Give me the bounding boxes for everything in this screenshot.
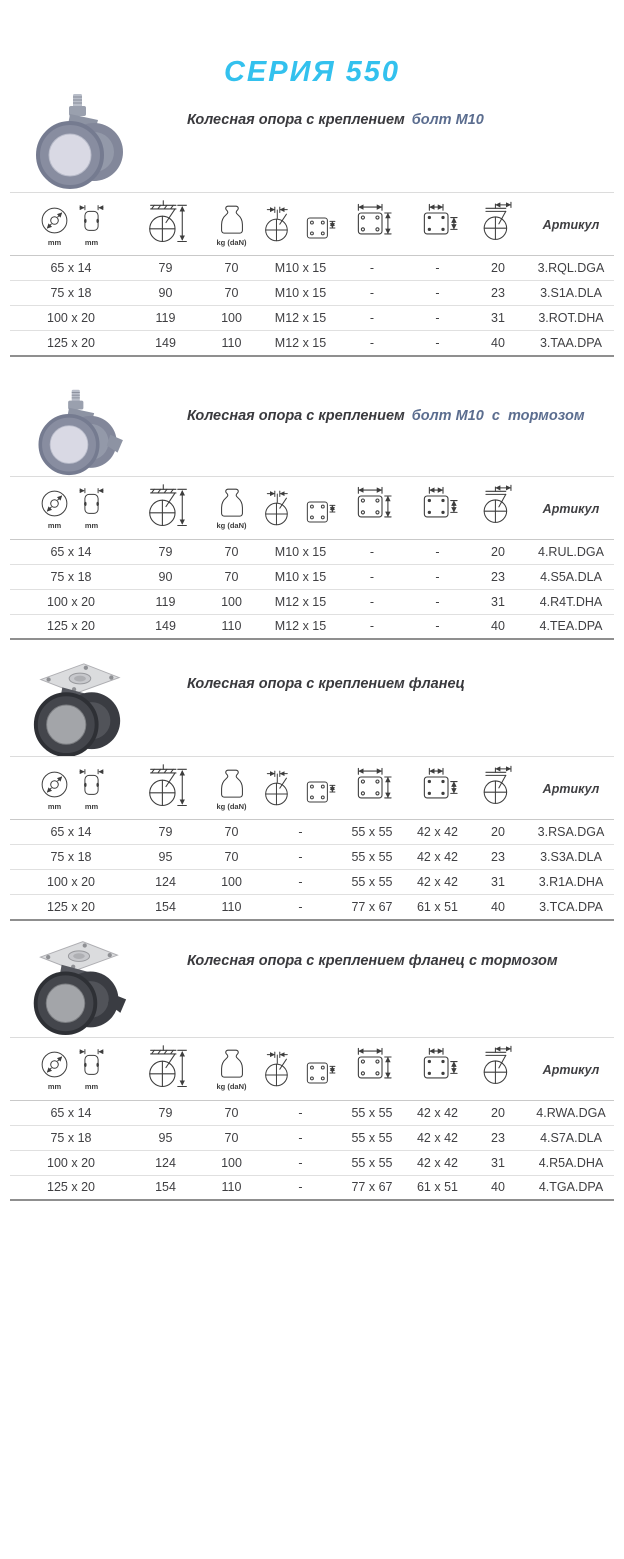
table-cell: 125 x 20 bbox=[10, 331, 132, 356]
section-title-accent: болт М10 bbox=[411, 112, 484, 128]
table-cell: - bbox=[298, 1105, 303, 1120]
load-capacity-weight-icon bbox=[217, 487, 247, 520]
section-title-main: Колесная опора с креплением bbox=[187, 112, 405, 128]
table-cell: 95 bbox=[132, 1125, 199, 1150]
table-cell: 20 bbox=[491, 544, 505, 559]
table-cell: M10 x 15 bbox=[264, 281, 337, 306]
table-cell: 149 bbox=[132, 331, 199, 356]
table-cell: 55 x 55 bbox=[337, 1150, 407, 1175]
product-section-header bbox=[10, 656, 614, 756]
table-header-row bbox=[10, 1037, 614, 1100]
plate-outer-dimensions-icon bbox=[352, 1047, 392, 1087]
section-title-main: Колесная опора с креплением фланец bbox=[187, 676, 465, 692]
column-header-total-height bbox=[132, 193, 199, 256]
article-column-label: Артикул bbox=[542, 782, 600, 796]
table-cell: 3.S3A.DLA bbox=[528, 845, 614, 870]
table-cell: 42 x 42 bbox=[407, 845, 468, 870]
stem-caster-photo bbox=[28, 92, 128, 190]
unit-label-mm: mm bbox=[84, 521, 99, 530]
table-row bbox=[10, 1175, 614, 1200]
column-header-wheel-size bbox=[10, 1037, 132, 1100]
column-header-wheel-size bbox=[10, 476, 132, 539]
table-cell: - bbox=[407, 331, 468, 356]
caster-product-image bbox=[10, 656, 145, 756]
table-cell: - bbox=[298, 825, 303, 839]
table-cell: - bbox=[264, 1175, 337, 1200]
table-cell: 125 x 20 bbox=[10, 614, 132, 639]
unit-label-mm: mm bbox=[84, 1082, 99, 1091]
table-cell: 90 bbox=[132, 564, 199, 589]
table-cell: 77 x 67 bbox=[337, 895, 407, 920]
product-section-header bbox=[10, 933, 614, 1037]
table-cell: 20 bbox=[491, 825, 505, 839]
column-header-swivel-offset bbox=[468, 193, 528, 256]
table-cell: - bbox=[264, 845, 337, 870]
column-header-hole-spacing bbox=[407, 476, 468, 539]
table-cell: 154 bbox=[132, 1175, 199, 1200]
table-cell: 70 bbox=[199, 564, 264, 589]
load-capacity-weight-icon bbox=[217, 768, 247, 801]
column-header-wheel-size bbox=[10, 757, 132, 820]
load-capacity-weight-icon bbox=[217, 1048, 247, 1081]
load-capacity-weight-icon bbox=[217, 204, 247, 237]
column-header-article bbox=[528, 476, 614, 539]
column-header-load-capacity bbox=[199, 476, 264, 539]
column-header-swivel-offset bbox=[468, 757, 528, 820]
column-header-wheel-size bbox=[10, 193, 132, 256]
table-cell: 4.TEA.DPA bbox=[528, 614, 614, 639]
table-cell: M12 x 15 bbox=[264, 614, 337, 639]
column-header-article bbox=[528, 757, 614, 820]
table-cell: 125 x 20 bbox=[10, 895, 132, 920]
section-title-main: Колесная опора с креплением фланец с тормозом bbox=[187, 952, 558, 969]
table-cell: 55 x 55 bbox=[337, 870, 407, 895]
stem-thread-diameter-icon bbox=[264, 1049, 296, 1091]
table-cell: 3.ROT.DHA bbox=[528, 306, 614, 331]
table-cell: - bbox=[337, 614, 407, 639]
table-cell: 65 x 14 bbox=[50, 544, 92, 559]
table-row bbox=[10, 895, 614, 920]
table-cell: 70 bbox=[199, 281, 264, 306]
table-cell: 55 x 55 bbox=[351, 825, 393, 839]
table-cell: 110 bbox=[199, 331, 264, 356]
table-cell: 79 bbox=[158, 825, 173, 839]
table-cell: M12 x 15 bbox=[264, 331, 337, 356]
caster-product-image bbox=[10, 92, 145, 190]
table-cell: 79 bbox=[158, 261, 173, 275]
caster-total-height-icon bbox=[145, 483, 187, 530]
table-cell: 154 bbox=[132, 895, 199, 920]
table-cell: 3.TAA.DPA bbox=[528, 331, 614, 356]
spec-table-body bbox=[10, 820, 614, 920]
table-cell: 4.S5A.DLA bbox=[528, 564, 614, 589]
table-cell: - bbox=[264, 870, 337, 895]
table-cell: 124 bbox=[132, 1150, 199, 1175]
table-row bbox=[10, 614, 614, 639]
table-cell: 100 bbox=[199, 1150, 264, 1175]
table-cell: 42 x 42 bbox=[407, 870, 468, 895]
unit-label-kg-dan: kg (daN) bbox=[216, 521, 247, 530]
table-cell: - bbox=[407, 614, 468, 639]
table-cell: 23 bbox=[468, 564, 528, 589]
table-row bbox=[10, 539, 614, 564]
plate-caster-brake-photo bbox=[27, 933, 129, 1037]
table-cell: 65 x 14 bbox=[50, 1105, 92, 1120]
page-title: СЕРИЯ 550 bbox=[223, 56, 401, 88]
table-cell: 95 bbox=[132, 845, 199, 870]
stem-caster-brake-photo bbox=[31, 388, 125, 476]
bolt-hole-spacing-icon bbox=[418, 1047, 458, 1087]
column-header-load-capacity bbox=[199, 1037, 264, 1100]
column-header-article bbox=[528, 1037, 614, 1100]
column-header-hole-spacing bbox=[407, 1037, 468, 1100]
table-cell: M10 x 15 bbox=[274, 261, 327, 275]
table-cell: 31 bbox=[468, 306, 528, 331]
column-header-swivel-offset bbox=[468, 476, 528, 539]
table-cell: - bbox=[407, 589, 468, 614]
column-header-plate-size bbox=[337, 1037, 407, 1100]
table-cell: 110 bbox=[199, 1175, 264, 1200]
table-cell: - bbox=[337, 564, 407, 589]
table-cell: 100 bbox=[199, 870, 264, 895]
unit-label-mm: mm bbox=[84, 801, 99, 811]
bolt-hole-spacing-icon bbox=[418, 203, 458, 243]
table-cell: 4.S7A.DLA bbox=[528, 1125, 614, 1150]
plate-caster-photo bbox=[27, 656, 129, 756]
table-cell: 61 x 51 bbox=[407, 1175, 468, 1200]
wheel-side-dimension-icon bbox=[79, 204, 104, 237]
plate-thread-length-icon bbox=[304, 494, 337, 530]
table-cell: 40 bbox=[468, 614, 528, 639]
table-cell: 61 x 51 bbox=[407, 895, 468, 920]
table-cell: 110 bbox=[199, 614, 264, 639]
column-header-swivel-offset bbox=[468, 1037, 528, 1100]
table-cell: - bbox=[264, 1125, 337, 1150]
column-header-plate-size bbox=[337, 476, 407, 539]
table-cell: 3.R1A.DHA bbox=[528, 870, 614, 895]
table-cell: - bbox=[337, 589, 407, 614]
table-cell: 3.TCA.DPA bbox=[528, 895, 614, 920]
table-header-row bbox=[10, 476, 614, 539]
table-cell: 4.RWA.DGA bbox=[536, 1105, 606, 1120]
table-cell: 55 x 55 bbox=[351, 1105, 393, 1120]
column-header-total-height bbox=[132, 757, 199, 820]
table-cell: 70 bbox=[224, 261, 239, 275]
swivel-offset-icon bbox=[479, 201, 517, 245]
table-cell: 31 bbox=[468, 1150, 528, 1175]
table-cell: 100 x 20 bbox=[10, 1150, 132, 1175]
spec-table-body bbox=[10, 256, 614, 356]
bolt-hole-spacing-icon bbox=[418, 767, 458, 807]
table-cell: - bbox=[369, 544, 375, 559]
plate-outer-dimensions-icon bbox=[352, 203, 392, 243]
section-title bbox=[187, 408, 585, 424]
spec-table-body bbox=[10, 539, 614, 639]
spec-table-body bbox=[10, 1100, 614, 1200]
table-cell: 40 bbox=[468, 331, 528, 356]
column-header-thread bbox=[264, 193, 337, 256]
table-cell: 4.R4T.DHA bbox=[528, 589, 614, 614]
table-cell: 90 bbox=[132, 281, 199, 306]
article-column-label: Артикул bbox=[542, 501, 600, 516]
caster-total-height-icon bbox=[145, 763, 187, 810]
plate-outer-dimensions-icon bbox=[352, 767, 392, 807]
table-cell: 23 bbox=[468, 845, 528, 870]
unit-label-mm: mm bbox=[84, 237, 99, 247]
table-cell: 40 bbox=[468, 895, 528, 920]
section-title bbox=[187, 676, 472, 692]
table-cell: - bbox=[435, 261, 440, 275]
table-cell: 3.RSA.DGA bbox=[537, 825, 605, 839]
table-cell: 55 x 55 bbox=[337, 845, 407, 870]
table-cell: - bbox=[337, 331, 407, 356]
table-cell: 125 x 20 bbox=[10, 1175, 132, 1200]
unit-label-mm: mm bbox=[47, 521, 62, 530]
swivel-offset-icon bbox=[479, 765, 517, 809]
table-cell: 75 x 18 bbox=[10, 845, 132, 870]
spec-table-bolt-m10-brake bbox=[10, 476, 614, 641]
table-cell: - bbox=[337, 281, 407, 306]
table-cell: 23 bbox=[468, 281, 528, 306]
table-cell: - bbox=[264, 895, 337, 920]
table-cell: 100 x 20 bbox=[10, 589, 132, 614]
table-row bbox=[10, 1150, 614, 1175]
table-cell: 79 bbox=[158, 544, 173, 559]
table-cell: 31 bbox=[468, 870, 528, 895]
table-cell: 42 x 42 bbox=[407, 1150, 468, 1175]
plate-thread-length-icon bbox=[304, 210, 337, 246]
table-cell: 100 x 20 bbox=[10, 870, 132, 895]
table-cell: 70 bbox=[224, 544, 239, 559]
table-cell: 110 bbox=[199, 895, 264, 920]
column-header-hole-spacing bbox=[407, 757, 468, 820]
table-header-row bbox=[10, 193, 614, 256]
column-header-plate-size bbox=[337, 193, 407, 256]
table-cell: - bbox=[264, 1150, 337, 1175]
plate-thread-length-icon bbox=[304, 774, 337, 810]
table-cell: 75 x 18 bbox=[10, 564, 132, 589]
table-cell: 20 bbox=[491, 261, 505, 275]
bolt-hole-spacing-icon bbox=[418, 486, 458, 526]
table-cell: 119 bbox=[132, 306, 199, 331]
table-cell: 42 x 42 bbox=[407, 1125, 468, 1150]
table-cell: M10 x 15 bbox=[264, 564, 337, 589]
table-cell: 4.R5A.DHA bbox=[528, 1150, 614, 1175]
column-header-load-capacity bbox=[199, 757, 264, 820]
column-header-total-height bbox=[132, 1037, 199, 1100]
stem-thread-diameter-icon bbox=[264, 488, 296, 530]
table-cell: 23 bbox=[468, 1125, 528, 1150]
table-row bbox=[10, 589, 614, 614]
table-cell: 3.S1A.DLA bbox=[528, 281, 614, 306]
spec-table-bolt-m10 bbox=[10, 192, 614, 357]
table-row bbox=[10, 564, 614, 589]
table-cell: - bbox=[369, 261, 375, 275]
table-cell: 119 bbox=[132, 589, 199, 614]
table-cell: 75 x 18 bbox=[10, 1125, 132, 1150]
table-cell: - bbox=[337, 306, 407, 331]
table-cell: 100 bbox=[199, 589, 264, 614]
table-cell: 70 bbox=[199, 845, 264, 870]
unit-label-mm: mm bbox=[47, 1082, 62, 1091]
table-cell: 70 bbox=[199, 1125, 264, 1150]
wheel-front-dimension-icon bbox=[38, 204, 71, 237]
column-header-plate-size bbox=[337, 757, 407, 820]
table-cell: 77 x 67 bbox=[337, 1175, 407, 1200]
column-header-load-capacity bbox=[199, 193, 264, 256]
table-row bbox=[10, 281, 614, 306]
table-cell: 40 bbox=[468, 1175, 528, 1200]
table-cell: - bbox=[407, 564, 468, 589]
column-header-article bbox=[528, 193, 614, 256]
table-cell: 4.RUL.DGA bbox=[538, 544, 604, 559]
plate-outer-dimensions-icon bbox=[352, 486, 392, 526]
table-row bbox=[10, 845, 614, 870]
section-title-accent: болт М10 с тормозом bbox=[411, 407, 585, 424]
unit-label-mm: mm bbox=[47, 801, 62, 811]
article-column-label: Артикул bbox=[542, 1062, 600, 1077]
table-cell: - bbox=[435, 544, 440, 559]
stem-thread-diameter-icon bbox=[264, 204, 296, 246]
product-section-header bbox=[10, 92, 614, 192]
column-header-total-height bbox=[132, 476, 199, 539]
caster-total-height-icon bbox=[145, 199, 187, 246]
caster-product-image bbox=[10, 388, 145, 476]
spec-table-flange bbox=[10, 756, 614, 921]
table-cell: 79 bbox=[158, 1105, 173, 1120]
table-row bbox=[10, 1100, 614, 1125]
table-header-row bbox=[10, 757, 614, 820]
wheel-front-dimension-icon bbox=[38, 487, 71, 520]
unit-label-kg-dan: kg (daN) bbox=[216, 237, 247, 247]
caster-total-height-icon bbox=[145, 1044, 187, 1091]
swivel-offset-icon bbox=[479, 1045, 517, 1089]
table-row bbox=[10, 306, 614, 331]
table-cell: M12 x 15 bbox=[264, 589, 337, 614]
wheel-side-dimension-icon bbox=[79, 1048, 104, 1081]
table-cell: 4.TGA.DPA bbox=[528, 1175, 614, 1200]
table-cell: 55 x 55 bbox=[337, 1125, 407, 1150]
column-header-thread bbox=[264, 757, 337, 820]
section-title-main: Колесная опора с креплением bbox=[187, 407, 405, 424]
section-title bbox=[187, 953, 565, 969]
table-cell: 75 x 18 bbox=[10, 281, 132, 306]
swivel-offset-icon bbox=[479, 484, 517, 528]
table-cell: 100 bbox=[199, 306, 264, 331]
table-cell: 100 x 20 bbox=[10, 306, 132, 331]
table-row bbox=[10, 331, 614, 356]
table-cell: 65 x 14 bbox=[50, 825, 92, 839]
plate-thread-length-icon bbox=[304, 1055, 337, 1091]
table-cell: 42 x 42 bbox=[416, 825, 458, 839]
wheel-side-dimension-icon bbox=[79, 487, 104, 520]
wheel-side-dimension-icon bbox=[79, 768, 104, 801]
table-cell: 3.RQL.DGA bbox=[537, 261, 605, 275]
article-column-label: Артикул bbox=[542, 218, 600, 232]
column-header-thread bbox=[264, 476, 337, 539]
column-header-hole-spacing bbox=[407, 193, 468, 256]
table-cell: - bbox=[407, 306, 468, 331]
table-cell: 70 bbox=[224, 1105, 239, 1120]
product-section-header bbox=[10, 388, 614, 476]
unit-label-kg-dan: kg (daN) bbox=[216, 801, 247, 811]
section-title bbox=[187, 112, 484, 128]
unit-label-kg-dan: kg (daN) bbox=[216, 1082, 247, 1091]
caster-product-image bbox=[10, 933, 145, 1037]
stem-thread-diameter-icon bbox=[264, 768, 296, 810]
table-row bbox=[10, 1125, 614, 1150]
table-row bbox=[10, 820, 614, 845]
table-row bbox=[10, 870, 614, 895]
table-row bbox=[10, 256, 614, 281]
spec-table-flange-brake bbox=[10, 1037, 614, 1202]
table-cell: 42 x 42 bbox=[416, 1105, 458, 1120]
table-cell: 124 bbox=[132, 870, 199, 895]
unit-label-mm: mm bbox=[47, 237, 62, 247]
table-cell: 20 bbox=[491, 1105, 505, 1120]
wheel-front-dimension-icon bbox=[38, 1048, 71, 1081]
column-header-thread bbox=[264, 1037, 337, 1100]
table-cell: 149 bbox=[132, 614, 199, 639]
table-cell: 31 bbox=[468, 589, 528, 614]
table-cell: - bbox=[407, 281, 468, 306]
table-cell: 65 x 14 bbox=[50, 261, 92, 275]
table-cell: M12 x 15 bbox=[264, 306, 337, 331]
table-cell: 70 bbox=[224, 825, 239, 839]
wheel-front-dimension-icon bbox=[38, 768, 71, 801]
table-cell: M10 x 15 bbox=[274, 544, 327, 559]
